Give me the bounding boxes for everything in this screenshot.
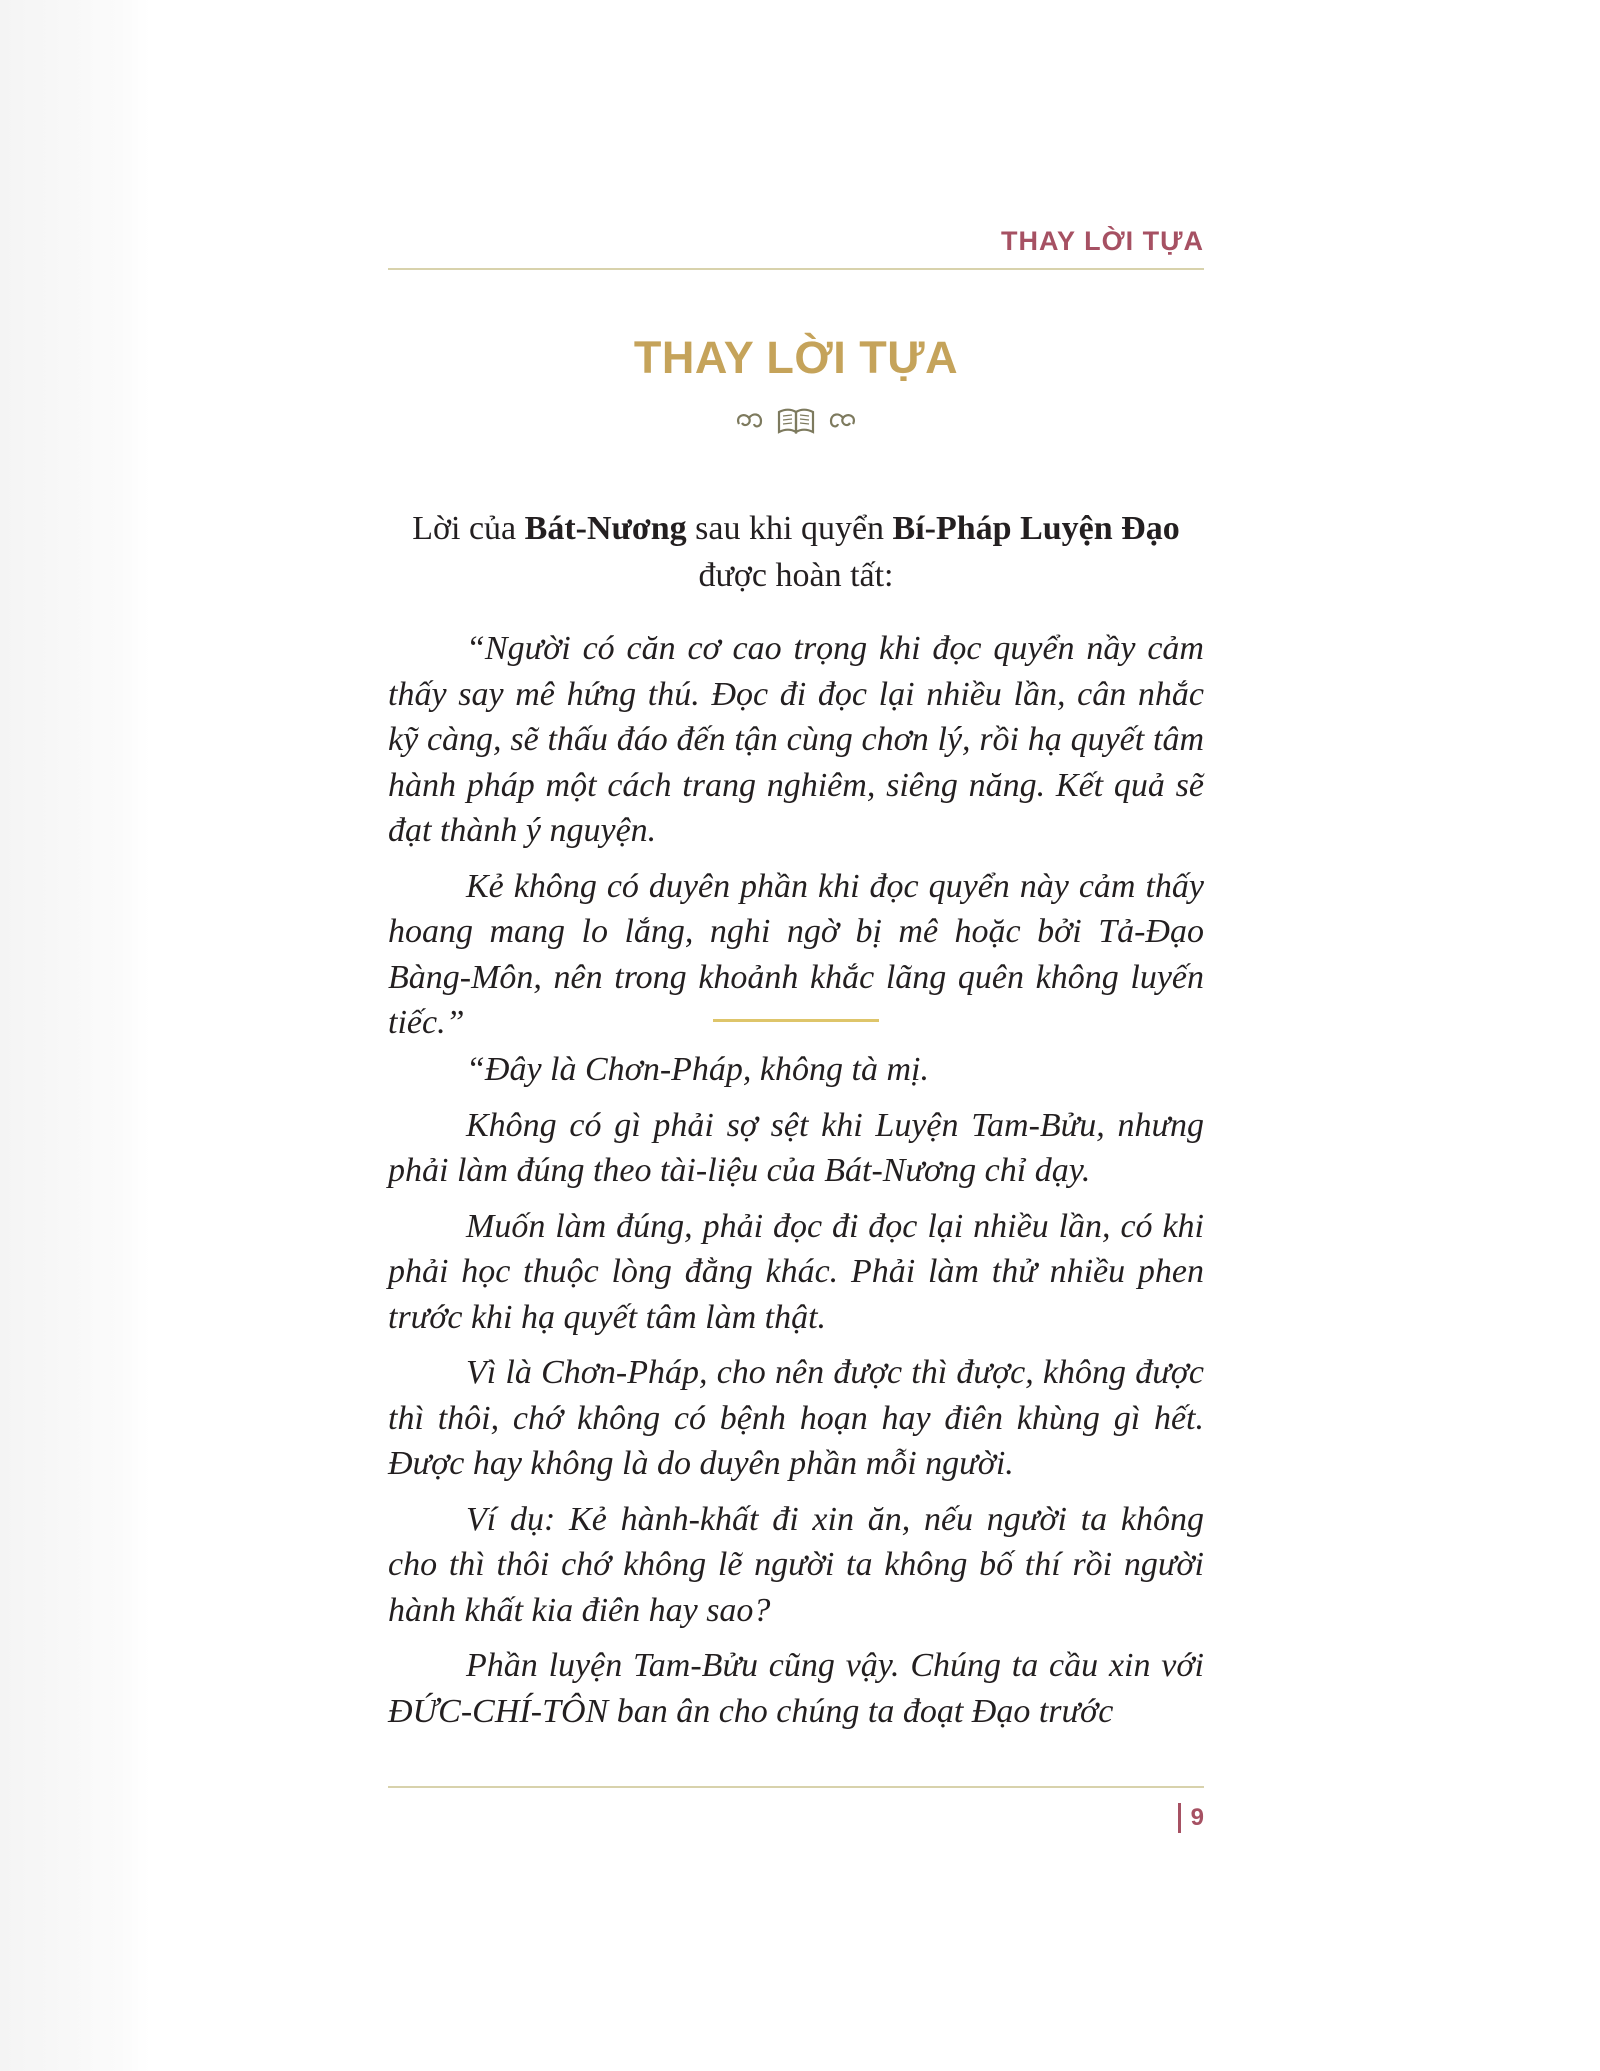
quote-paragraph: Vì là Chơn-Pháp, cho nên được thì được, không được thì thôi, chớ không có bệnh hoạn hay điên khùng gì hết. Được hay không là do duyên phần mỗi người. [388,1354,1204,1482]
page-number-text: 9 [1190,1804,1204,1831]
footer-rule [388,1786,1204,1788]
intro-text: sau khi quyển [686,510,893,547]
running-header: THAY LỜI TỰA [1001,226,1204,256]
quote-paragraph: Phần luyện Tam-Bửu cũng vậy. Chúng ta cầu xin với ĐỨC-CHÍ-TÔN ban ân cho chúng ta đoạt Đạo trước [388,1647,1204,1730]
section-divider [713,1019,879,1022]
page-gutter-shadow [0,0,150,2071]
intro-paragraph [388,505,1204,599]
page-number [1178,1803,1204,1833]
chapter-title: THAY LỜI TỰA [633,332,959,383]
quote-paragraph: Kẻ không có duyên phần khi đọc quyển này cảm thấy hoang mang lo lắng, nghi ngờ bị mê hoặc bởi Tả-Đạo Bàng-Môn, nên trong khoảnh khắc lãng quên không luyến tiếc.” [388,867,1204,1041]
quote-block-two [388,1047,1204,1744]
folio-bar [1178,1803,1181,1833]
quote-paragraph: “Người có căn cơ cao trọng khi đọc quyển nầy cảm thấy say mê hứng thú. Đọc đi đọc lại nhiều lần, cân nhắc kỹ càng, sẽ thấu đáo đến tận cùng chơn lý, rồi hạ quyết tâm hành pháp một cách trang nghiêm, siêng năng. Kết quả sẽ đạt thành ý nguyện. [388,630,1204,849]
intro-text: được hoàn tất: [698,557,894,594]
header-rule [388,268,1204,270]
quote-paragraph: Không có gì phải sợ sệt khi Luyện Tam-Bửu, nhưng phải làm đúng theo tài-liệu của Bát-Nương chỉ dạy. [388,1106,1204,1189]
quote-block-one [388,626,1204,1056]
quote-paragraph: Ví dụ: Kẻ hành-khất đi xin ăn, nếu người ta không cho thì thôi chớ không lẽ người ta không bố thí rồi người hành khất kia điên hay sao? [388,1500,1204,1629]
book-title: Bí-Pháp Luyện Đạo [892,510,1180,547]
quote-paragraph: “Đây là Chơn-Pháp, không tà mị. [466,1051,929,1088]
quote-paragraph: Muốn làm đúng, phải đọc đi đọc lại nhiều lần, có khi phải học thuộc lòng đằng khác. Phải làm thử nhiều phen trước khi hạ quyết tâm làm thật. [388,1207,1204,1336]
intro-text: Lời của [412,510,525,547]
book-flourish-icon [388,404,1204,443]
author-name: Bát-Nương [524,510,687,547]
